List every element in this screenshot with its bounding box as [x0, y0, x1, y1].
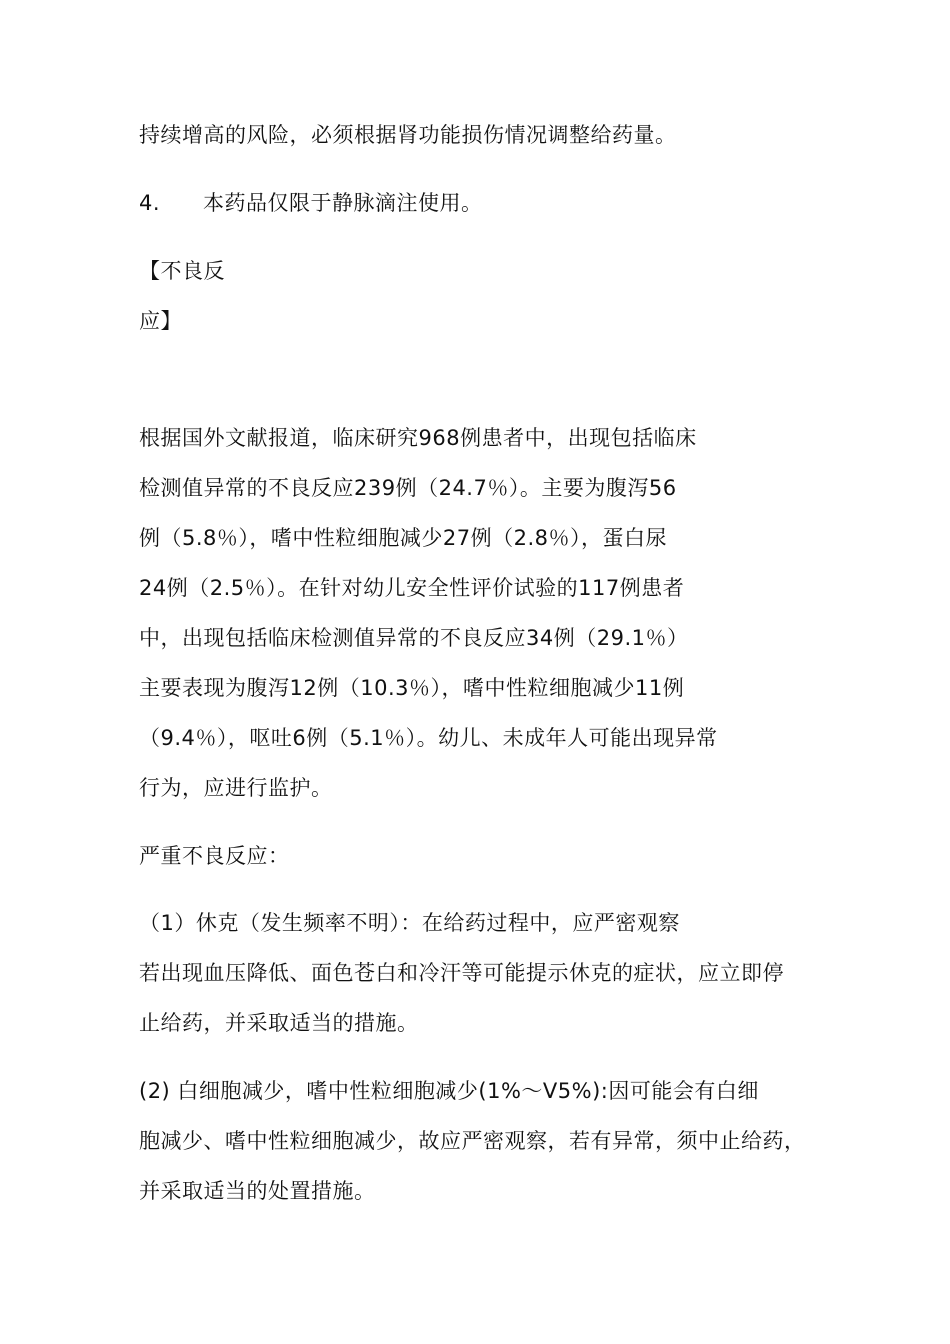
- subheading-serious-reactions: 严重不良反应：: [139, 844, 290, 868]
- text-line-report-8: 行为，应进行监护。: [139, 776, 333, 800]
- text-line-report-3: 例（5.8％），嗜中性粒细胞减少27例（2.8％），蛋白尿: [139, 526, 668, 550]
- text-line-report-4: 24例（2.5％）。在针对幼儿安全性评价试验的117例患者: [139, 576, 685, 600]
- text-line-leukopenia-2: 胞减少、嗜中性粒细胞减少，故应严密观察，若有异常，须中止给药，: [139, 1129, 806, 1153]
- text-line-item-4: 4. 本药品仅限于静脉滴注使用。: [139, 191, 483, 215]
- text-line-shock-2: 若出现血压降低、面色苍白和冷汗等可能提示休克的症状，应立即停: [139, 961, 784, 985]
- section-heading-part-2: 应】: [139, 309, 182, 333]
- text-line-leukopenia-1: (2) 白细胞减少，嗜中性粒细胞减少(1%〜V5%):因可能会有白细: [139, 1079, 759, 1103]
- text-line-report-5: 中，出现包括临床检测值异常的不良反应34例（29.1％）: [139, 626, 689, 650]
- text-line-leukopenia-3: 并采取适当的处置措施。: [139, 1179, 376, 1203]
- text-line-report-1: 根据国外文献报道，临床研究968例患者中，出现包括临床: [139, 426, 697, 450]
- text-line-risk-dose: 持续增高的风险，必须根据肾功能损伤情况调整给药量。: [139, 123, 677, 147]
- text-line-shock-3: 止给药，并采取适当的措施。: [139, 1011, 419, 1035]
- text-line-report-6: 主要表现为腹泻12例（10.3％），嗜中性粒细胞减少11例: [139, 676, 685, 700]
- text-line-report-7: （9.4％），呕吐6例（5.1％）。幼儿、未成年人可能出现异常: [139, 726, 718, 750]
- section-heading-part-1: 【不良反: [139, 259, 225, 283]
- text-line-report-2: 检测值异常的不良反应239例（24.7％）。主要为腹泻56: [139, 476, 677, 500]
- text-line-shock-1: （1）休克（发生频率不明）：在给药过程中，应严密观察: [139, 911, 680, 935]
